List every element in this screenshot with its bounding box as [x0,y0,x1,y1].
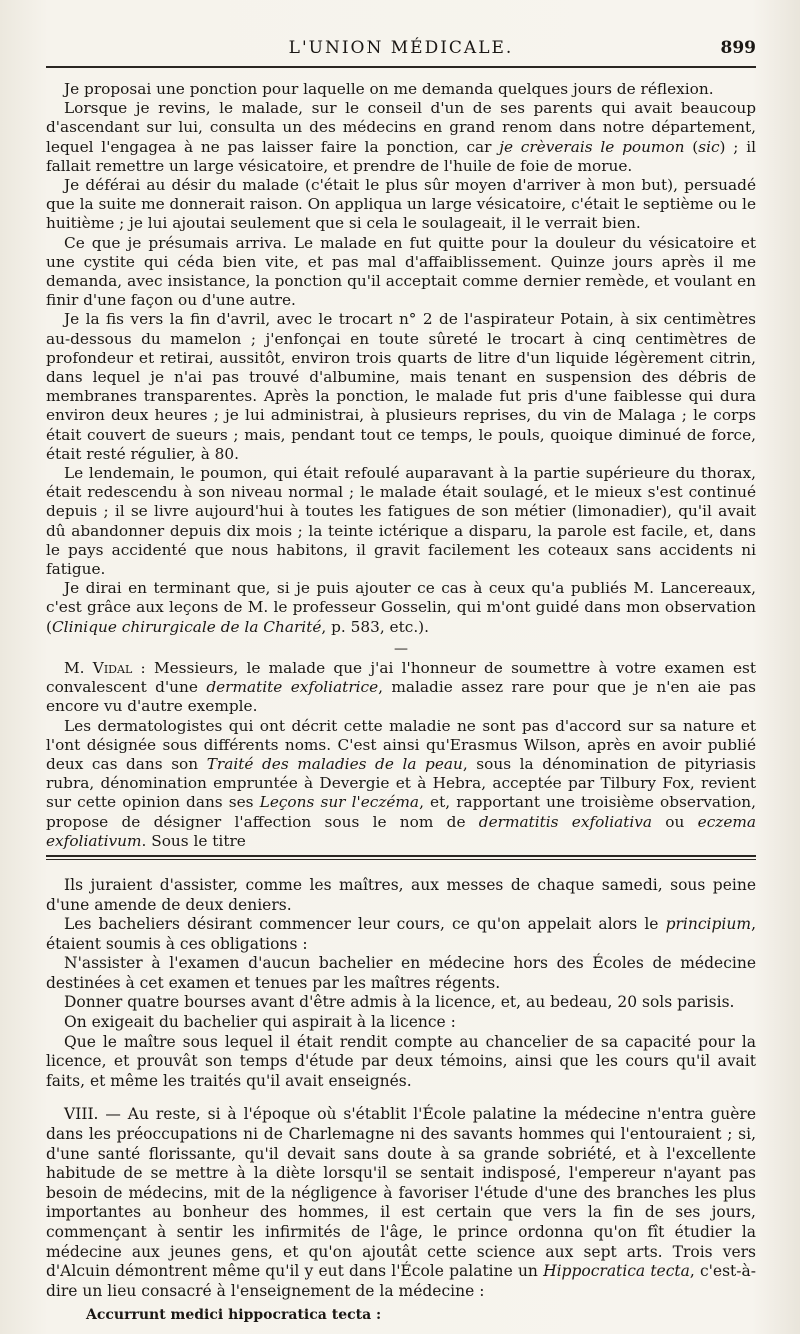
paragraph: Les dermatologistes qui ont décrit cette maladie ne sont pas d'accord sur sa nature et l'ont désignée sous différents noms. C'est ainsi qu'Erasmus Wilson, après en avoir publié deux cas dans son Traité des maladies de la peau, sous la dénomination de pityriasis rubra, dénomination empruntée à Devergie et à Hebra, acceptée par Tilbury Fox, revient sur cette opinion dans ses Leçons sur l'eczéma, et, rapportant une troisième observation, propose de désigner l'affection sous le nom de dermatitis exfoliativa ou eczema exfoliativum. Sous le titre [46,716,756,850]
italic-text: principium [665,915,752,934]
paragraph: VIII. — Au reste, si à l'époque où s'établit l'École palatine la médecine n'entra guère dans les préoccupations ni de Charlemagne ni des savants hommes qui l'entouraient ; si, d'une santé florissante, qu'il devait sans doute à sa grande sobriété, et à l'excellente habitude de se mettre à la diète lorsqu'il se sentait indisposé, l'empereur n'ayant pas besoin de médecins, mit de la négligence à favoriser l'étude d'une des branches les plus importantes au bonheur des hommes, il est certain que vers la fin de ses jours, commençant à sentir les infirmités de l'âge, le prince ordonna qu'on fît étudier la médecine aux jeunes gens, et qu'on ajoutât cette science aux sept arts. Trois vers d'Alcuin démontrent même qu'il y eut dans l'École palatine un Hippocratica tecta, c'est-à-dire un lieu consacré à l'enseignement de la médecine : [46,1105,756,1300]
speaker-name: M. Vidal [64,658,133,677]
section-divider [46,855,756,860]
italic-text: je crèverais le poumon [499,137,685,156]
italic-text: eczema exfoliativum [46,812,756,850]
paragraph: Ce que je présumais arriva. Le malade en fut quitte pour la douleur du vésicatoire et une cystite qui céda bien vite, et pas mal d'affaiblissement. Quinze jours après il me demanda, avec insistance, la ponction qu'il acceptait comme dernier remède, et voulant en finir d'une façon ou d'une autre. [46,233,756,310]
italic-text: dermatite exfoliatrice [206,678,379,697]
latin-quote: Accurrunt medici hippocratica tecta : [86,1307,382,1324]
italic-text: Traité des maladies de la peau [206,754,463,773]
paragraph-group [46,659,756,851]
paragraph: Je proposai une ponction pour laquelle on me demanda quelques jours de réflexion. [64,80,714,98]
paragraph: N'assister à l'examen d'aucun bachelier en médecine hors des Écoles de médecine destinées à cet examen et tenues par les maîtres régents. [46,954,756,992]
running-title: L'UNION MÉDICALE. [288,38,514,58]
italic-text: Clinique chirurgicale de la Charité [51,617,322,636]
italic-text: Leçons sur l'eczéma [259,793,420,812]
paragraph: Lorsque je revins, le malade, sur le conseil d'un de ses parents qui avait beaucoup d'ascendant sur lui, consulta un des médecins en grand renom dans notre département, lequel l'engagea à ne pas laisser faire la ponction, car je crèverais le poumon (sic) ; il fallait remettre un large vésicatoire, et prendre de l'huile de foie de morue. [46,99,756,175]
paragraph: Les bacheliers désirant commencer leur cours, ce qu'on appelait alors le principium, étaient soumis à ces obligations : [46,915,756,953]
paragraph-group [46,80,756,637]
feuilleton-section-history [46,876,756,1323]
section-dash: — [394,640,408,657]
running-head [46,36,756,68]
article-section-clinical [46,80,756,851]
italic-text: dermatitis exfoliativa [478,812,653,831]
paragraph-group [46,1105,756,1301]
paragraph: On exigeait du bachelier qui aspirait à la licence : [64,1013,456,1032]
paragraph: Donner quatre bourses avant d'être admis à la licence, et, au bedeau, 20 sols parisis. [64,993,735,1012]
paragraph: M. Vidal : Messieurs, le malade que j'ai l'honneur de soumettre à votre examen est convalescent d'une dermatite exfoliatrice, maladie assez rare pour que je n'en aie pas encore vu d'autre exemple. [46,658,756,716]
paragraph-gap [46,1091,756,1105]
italic-text: sic [698,137,720,156]
paragraph: Ils juraient d'assister, comme les maîtres, aux messes de chaque samedi, sous peine d'une amende de deux deniers. [46,875,756,914]
italic-text: Hippocratica tecta [543,1262,690,1281]
paragraph: Le lendemain, le poumon, qui était refoulé auparavant à la partie supérieure du thorax, était redescendu à son niveau normal ; le malade était soulagé, et le mieux s'est continué depuis ; il se livre aujourd'hui à toutes les fatigues de son métier (limonadier), qu'il avait dû abandonner depuis dix mois ; la teinte ictérique a disparu, la parole est facile, et, dans le pays accidenté que nous habitons, il gravit facilement les coteaux sans accidents ni fatigue. [46,464,756,579]
paragraph: Je la fis vers la fin d'avril, avec le trocart n° 2 de l'aspirateur Potain, à six centimètres au-dessous du mamelon ; j'enfonçai en toute sûreté le trocart à cinq centimètres de profondeur et retirai, aussitôt, environ trois quarts de litre d'un liquide légèrement citrin, dans lequel je n'ai pas trouvé d'albumine, mais tenant en suspension des débris de membranes transparentes. Après la ponction, le malade fut pris d'une faiblesse qui dura environ deux heures ; je lui administrai, à plusieurs reprises, du vin de Malaga ; le corps était couvert de sueurs ; mais, pendant tout ce temps, le pouls, quoique diminué de force, était resté régulier, à 80. [46,310,756,463]
paragraph: Que le maître sous lequel il était rendit compte au chancelier de sa capacité pour la licence, et prouvât son temps d'étude par deux témoins, ainsi que les cours qu'il avait faits, et même les traités qu'il avait enseignés. [46,1032,756,1090]
page-number: 899 [720,38,756,58]
paragraph: Je déférai au désir du malade (c'était le plus sûr moyen d'arriver à mon but), persuadé que la suite me donnerait raison. On appliqua un large vésicatoire, c'était le septième ou le huitième ; je lui ajoutai seulement que si cela le soulageait, il le verrait bien. [46,176,756,233]
paragraph-group [46,876,756,1092]
paragraph: Je dirai en terminant que, si je puis ajouter ce cas à ceux qu'a publiés M. Lancereaux, c'est grâce aux leçons de M. le professeur Gosselin, qui m'ont guidé dans mon observation (Clinique chirurgicale de la Charité, p. 583, etc.). [46,579,756,636]
